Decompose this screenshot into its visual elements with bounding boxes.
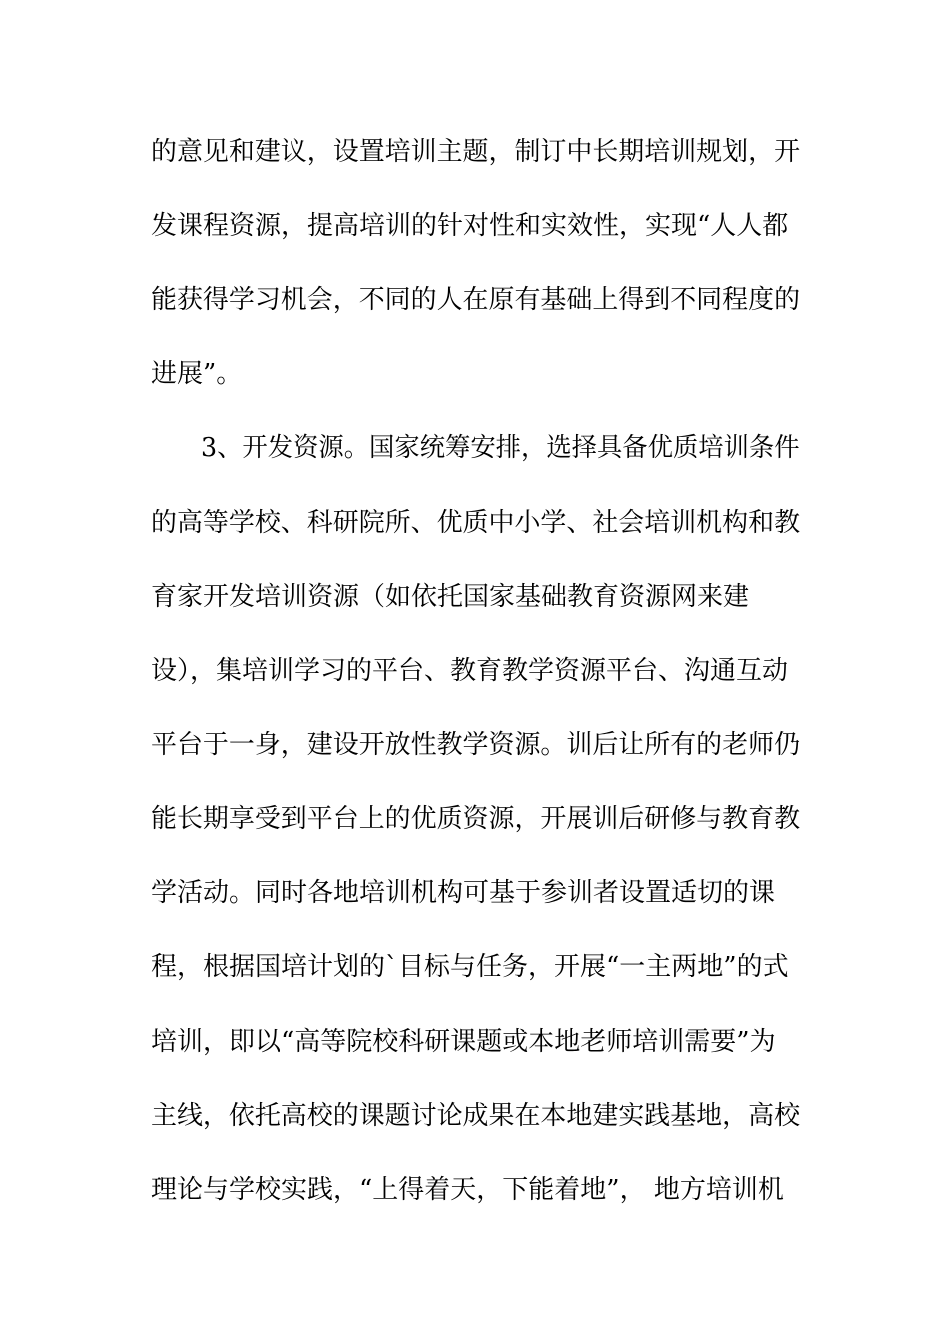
text-line: 的高等学校、科研院所、优质中小学、社会培训机构和教 [151, 508, 801, 538]
text-line: 能获得学习机会，不同的人在原有基础上得到不同程度的 [151, 285, 801, 315]
text-line: 育家开发培训资源（如依托国家基础教育资源网来建 [151, 582, 750, 612]
text-line: 进展”。 [151, 359, 243, 389]
text-line: 学活动。同时各地培训机构可基于参训者设置适切的课 [151, 878, 776, 908]
text-line: 发课程资源，提高培训的针对性和实效性，实现“人人都 [151, 211, 789, 241]
text-line: 的意见和建议，设置培训主题，制订中长期培训规划，开 [151, 137, 801, 167]
text-line: 3、开发资源。国家统筹安排，选择具备优质培训条件 [201, 433, 800, 463]
text-line: 程，根据国培计划的`目标与任务，开展“一主两地”的式 [151, 952, 789, 982]
text-line: 主线，依托高校的课题讨论成果在本地建实践基地，高校 [151, 1101, 801, 1131]
text-line: 能长期享受到平台上的优质资源，开展训后研修与教育教 [151, 804, 801, 834]
text-line: 设），集培训学习的平台、教育教学资源平台、沟通互动 [151, 656, 789, 686]
text-line: 平台于一身，建设开放性教学资源。训后让所有的老师仍 [151, 730, 801, 760]
text-line: 理论与学校实践，“上得着天，下能着地”， 地方培训机 [151, 1175, 784, 1205]
text-line: 培训，即以“高等院校科研课题或本地老师培训需要”为 [151, 1027, 776, 1057]
